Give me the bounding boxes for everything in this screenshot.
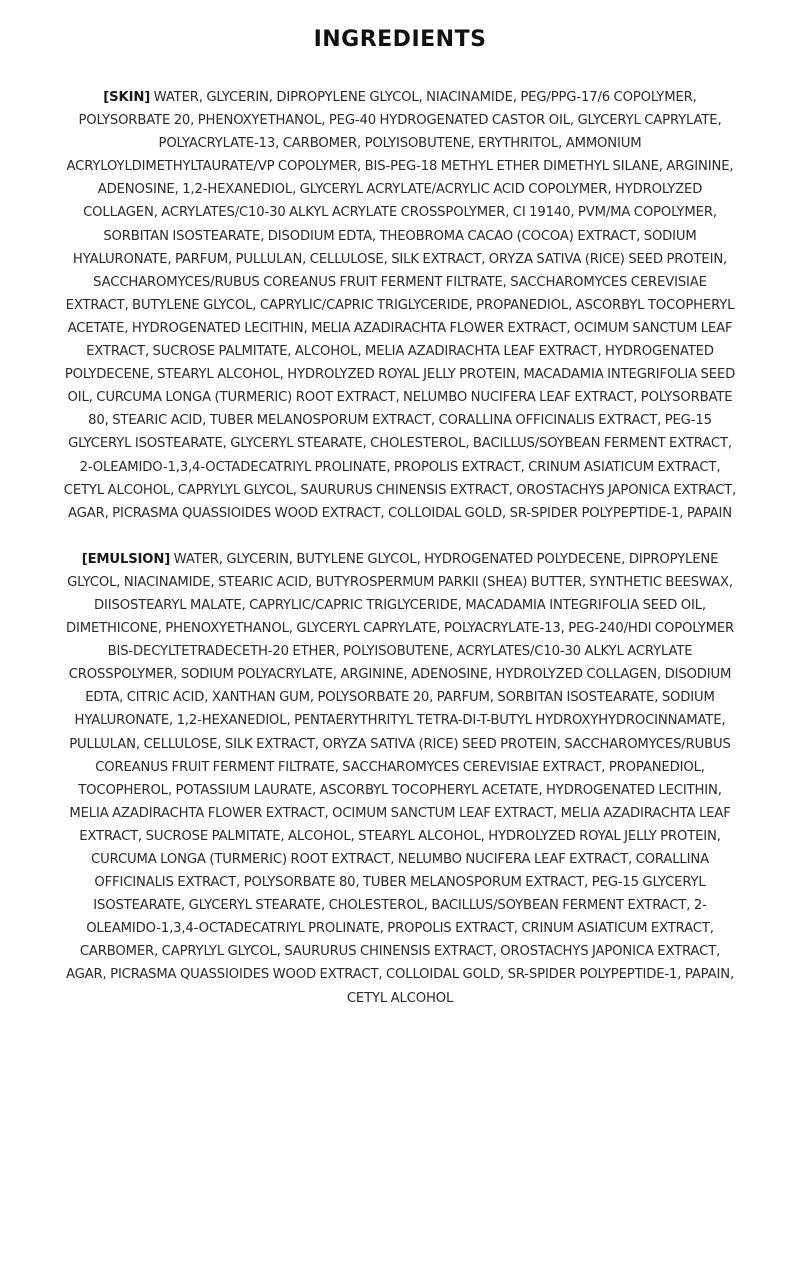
emulsion-section-tag: [EMULSION] <box>81 551 171 567</box>
skin-section-tag: [SKIN] <box>103 90 151 105</box>
skin-ingredients-text: WATER, GLYCERIN, DIPROPYLENE GLYCOL, NIACINAMIDE, PEG/PPG-17/6 COPOLYMER, POLYSORBATE 20, PHENOXYETHANOL, PEG-40 HYDROGENATED CASTOR OIL, GLYCERYL CAPRYLATE, POLYACRYLATE-13, CARBOMER, POLYISOBUTENE, ERYTHRITOL, AMMONIUM ACRYLOYLDIMETHYLTAURATE/VP COPOLYMER, BIS-PEG-18 METHYL ETHER DIMETHYL SILANE, ARGININE, ADENOSINE, 1,2-HEXANEDIOL, GLYCERYL ACRYLATE/ACRYLIC ACID COPOLYMER, HYDROLYZED COLLAGEN, ACRYLATES/C10-30 ALKYL ACRYLATE CROSSPOLYMER, CI 19140, PVM/MA COPOLYMER, SORBITAN ISOSTEARATE, DISODIUM EDTA, THEOBROMA CACAO (COCOA) EXTRACT, SODIUM HYALURONATE, PARFUM, PULLULAN, CELLULOSE, SILK EXTRACT, ORYZA SATIVA (RICE) SEED PROTEIN, SACCHAROMYCES/RUBUS COREANUS FRUIT FERMENT FILTRATE, SACCHAROMYCES CEREVISIAE EXTRACT, BUTYLENE GLYCOL, CAPRYLIC/CAPRIC TRIGLYCERIDE, PROPANEDIOL, ASCORBYL TOCOPHERYL ACETATE, HYDROGENATED LECITHIN, MELIA AZADIRACHTA FLOWER EXTRACT, OCIMUM SANCTUM LEAF EXTRACT, SUCROSE PALMITATE, ALCOHOL, MELIA AZADIRACHTA LEAF EXTRACT, HYDROGENATED POLYDECENE, STEARYL ALCOHOL, HYDROLYZED ROYAL JELLY PROTEIN, MACADAMIA INTEGRIFOLIA SEED OIL, CURCUMA LONGA (TURMERIC) ROOT EXTRACT, NELUMBO NUCIFERA LEAF EXTRACT, POLYSORBATE 80, STEARIC ACID, TUBER MELANOSPORUM EXTRACT, CORALLINA OFFICINALIS EXTRACT, PEG-15 GLYCERYL ISOSTEARATE, GLYCERYL STEARATE, CHOLESTEROL, BACILLUS/SOYBEAN FERMENT EXTRACT, 2-OLEAMIDO-1,3,4-OCTADECATRIYL PROLINATE, PROPOLIS EXTRACT, CRINUM ASIATICUM EXTRACT, CETYL ALCOHOL, CAPRYLYL GLYCOL, SAURURUS CHINENSIS EXTRACT, OROSTACHYS JAPONICA EXTRACT, AGAR, PICRASMA QUASSIOIDES WOOD EXTRACT, COLLOIDAL GOLD, SR-SPIDER POLYPEPTIDE-1, PAPAIN <box>63 90 737 521</box>
emulsion-ingredients-section <box>60 548 740 1010</box>
skin-ingredients-section <box>60 86 740 525</box>
page-title: INGREDIENTS <box>313 27 487 52</box>
emulsion-ingredients-text: WATER, GLYCERIN, BUTYLENE GLYCOL, HYDROGENATED POLYDECENE, DIPROPYLENE GLYCOL, NIACINAMIDE, STEARIC ACID, BUTYROSPERMUM PARKII (SHEA) BUTTER, SYNTHETIC BEESWAX, DIISOSTEARYL MALATE, CAPRYLIC/CAPRIC TRIGLYCERIDE, MACADAMIA INTEGRIFOLIA SEED OIL, DIMETHICONE, PHENOXYETHANOL, GLYCERYL CAPRYLATE, POLYACRYLATE-13, PEG-240/HDI COPOLYMER BIS-DECYLTETRADECETH-20 ETHER, POLYISOBUTENE, ACRYLATES/C10-30 ALKYL ACRYLATE CROSSPOLYMER, SODIUM POLYACRYLATE, ARGININE, ADENOSINE, HYDROLYZED COLLAGEN, DISODIUM EDTA, CITRIC ACID, XANTHAN GUM, POLYSORBATE 20, PARFUM, SORBITAN ISOSTEARATE, SODIUM HYALURONATE, 1,2-HEXANEDIOL, PENTAERYTHRITYL TETRA-DI-T-BUTYL HYDROXYHYDROCINNAMATE, PULLULAN, CELLULOSE, SILK EXTRACT, ORYZA SATIVA (RICE) SEED PROTEIN, SACCHAROMYCES/RUBUS COREANUS FRUIT FERMENT FILTRATE, SACCHAROMYCES CEREVISIAE EXTRACT, PROPANEDIOL, TOCOPHEROL, POTASSIUM LAURATE, ASCORBYL TOCOPHERYL ACETATE, HYDROGENATED LECITHIN, MELIA AZADIRACHTA FLOWER EXTRACT, OCIMUM SANCTUM LEAF EXTRACT, MELIA AZADIRACHTA LEAF EXTRACT, SUCROSE PALMITATE, ALCOHOL, STEARYL ALCOHOL, HYDROLYZED ROYAL JELLY PROTEIN, CURCUMA LONGA (TURMERIC) ROOT EXTRACT, NELUMBO NUCIFERA LEAF EXTRACT, CORALLINA OFFICINALIS EXTRACT, POLYSORBATE 80, TUBER MELANOSPORUM EXTRACT, PEG-15 GLYCERYL ISOSTEARATE, GLYCERYL STEARATE, CHOLESTEROL, BACILLUS/SOYBEAN FERMENT EXTRACT, 2-OLEAMIDO-1,3,4-OCTADECATRIYL PROLINATE, PROPOLIS EXTRACT, CRINUM ASIATICUM EXTRACT, CARBOMER, CAPRYLYL GLYCOL, SAURURUS CHINENSIS EXTRACT, OROSTACHYS JAPONICA EXTRACT, AGAR, PICRASMA QUASSIOIDES WOOD EXTRACT, COLLOIDAL GOLD, SR-SPIDER POLYPEPTIDE-1, PAPAIN, CETYL ALCOHOL <box>65 551 735 1006</box>
